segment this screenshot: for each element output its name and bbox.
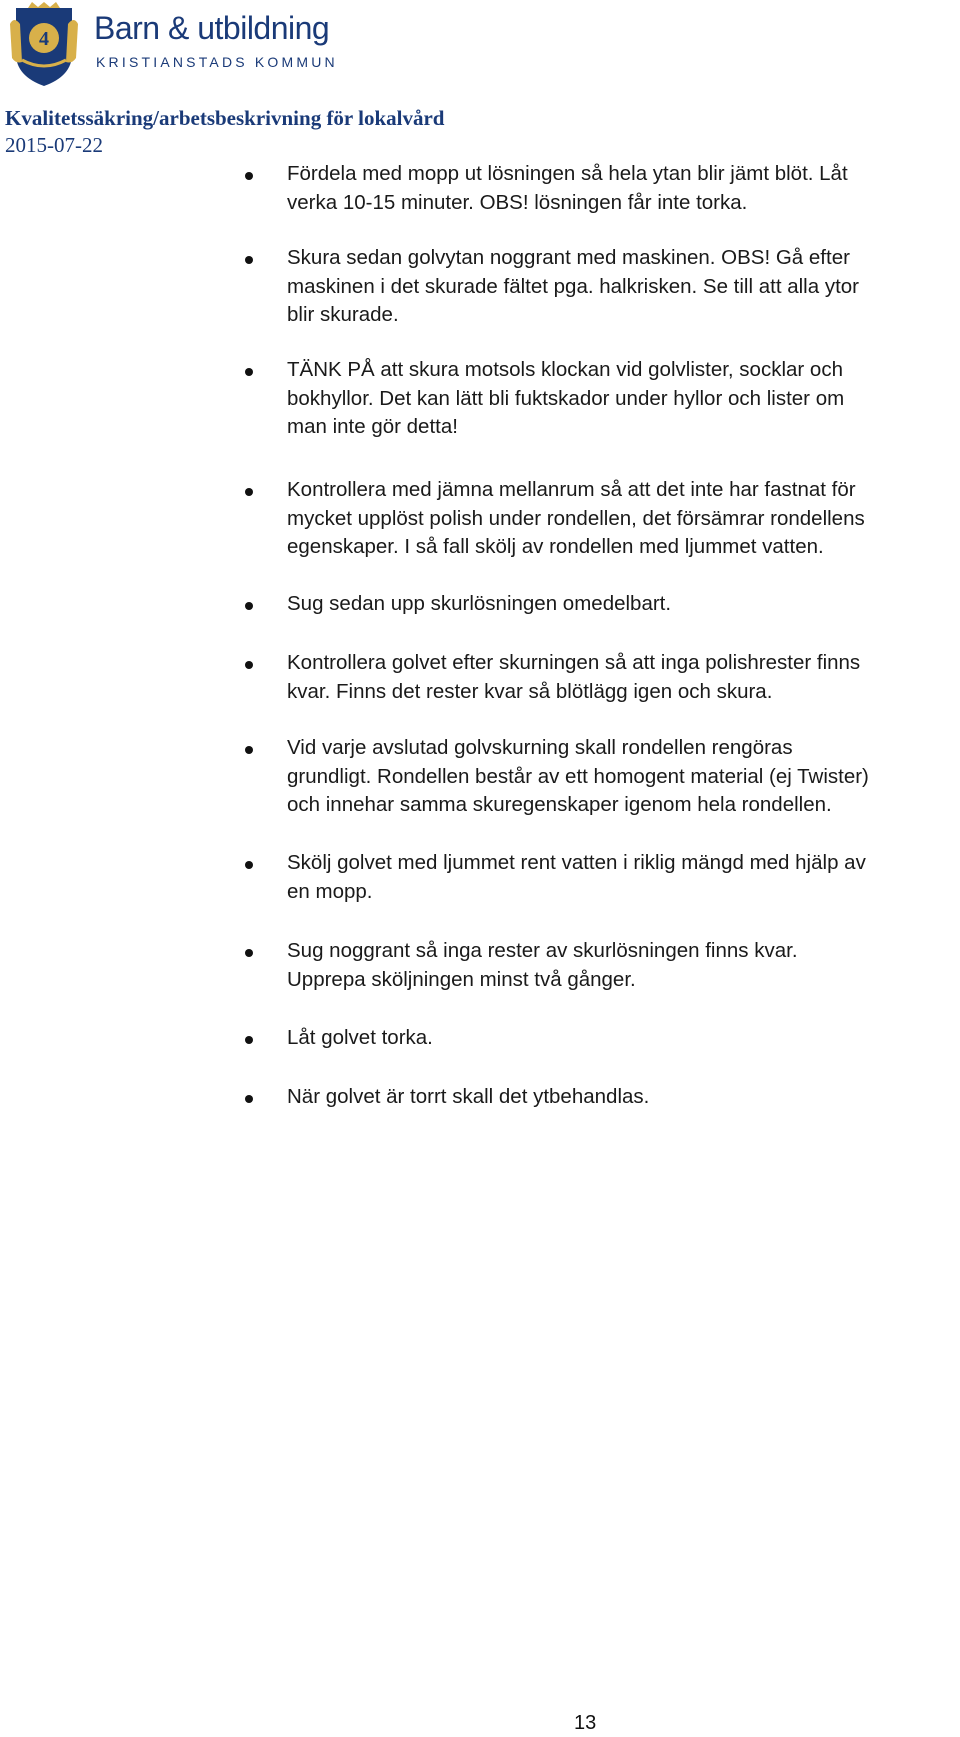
page-number: 13 [574,1712,597,1734]
bullet-icon [245,949,253,957]
list-item-text: Låt golvet torka. [287,1026,433,1049]
document-date: 2015-07-22 [5,133,103,157]
bullet-icon [245,368,253,376]
list-item-text: Skura sedan golvytan noggrant med maskinen. OBS! Gå efter maskinen i det skurade fältet pga. halkrisken. Se till att alla ytor blir skurade. [287,246,860,326]
list-item-text: Vid varje avslutad golvskurning skall rondellen rengöras grundligt. Rondellen består av ett homogent material (ej Twister) och innehar samma skuregenskaper igenom hela rondellen. [287,736,869,816]
bullet-icon [245,602,253,610]
bullet-icon [245,256,253,264]
bullet-icon [245,488,253,496]
bullet-icon [245,172,253,180]
list-item-text: Sug sedan upp skurlösningen omedelbart. [287,592,672,615]
list-item-text: Kontrollera golvet efter skurningen så att inga polishrester finns kvar. Finns det rester kvar så blötlägg igen och skura. [287,651,861,703]
bullet-icon [245,1036,253,1044]
list-item-text: Kontrollera med jämna mellanrum så att det inte har fastnat för mycket upplöst polish under rondellen, det försämrar rondellens egenskaper. I så fall skölj av rondellen med ljummet vatten. [287,478,865,558]
list-item-text: Fördela med mopp ut lösningen så hela ytan blir jämt blöt. Låt verka 10-15 minuter. OBS! lösningen får inte torka. [287,162,848,214]
bullet-icon [245,746,253,754]
document-title: Kvalitetssäkring/arbetsbeskrivning för lokalvård [5,106,445,130]
svg-text:4: 4 [39,28,49,50]
list-item-text: TÄNK PÅ att skura motsols klockan vid golvlister, socklar och bokhyllor. Det kan lätt bli fuktskador under hyllor och lister om man inte gör detta! [287,358,845,438]
bullet-icon [245,661,253,669]
list-item-text: Skölj golvet med ljummet rent vatten i riklig mängd med hjälp av en mopp. [287,851,866,903]
list-item-text: När golvet är torrt skall det ytbehandlas. [287,1085,650,1108]
list-item-text: Sug noggrant så inga rester av skurlösningen finns kvar. Upprepa sköljningen minst två gånger. [287,939,798,991]
bullet-icon [245,1095,253,1103]
brand-subtitle: KRISTIANSTADS KOMMUN [96,54,338,70]
brand-name: Barn & utbildning [94,10,330,46]
bullet-icon [245,861,253,869]
